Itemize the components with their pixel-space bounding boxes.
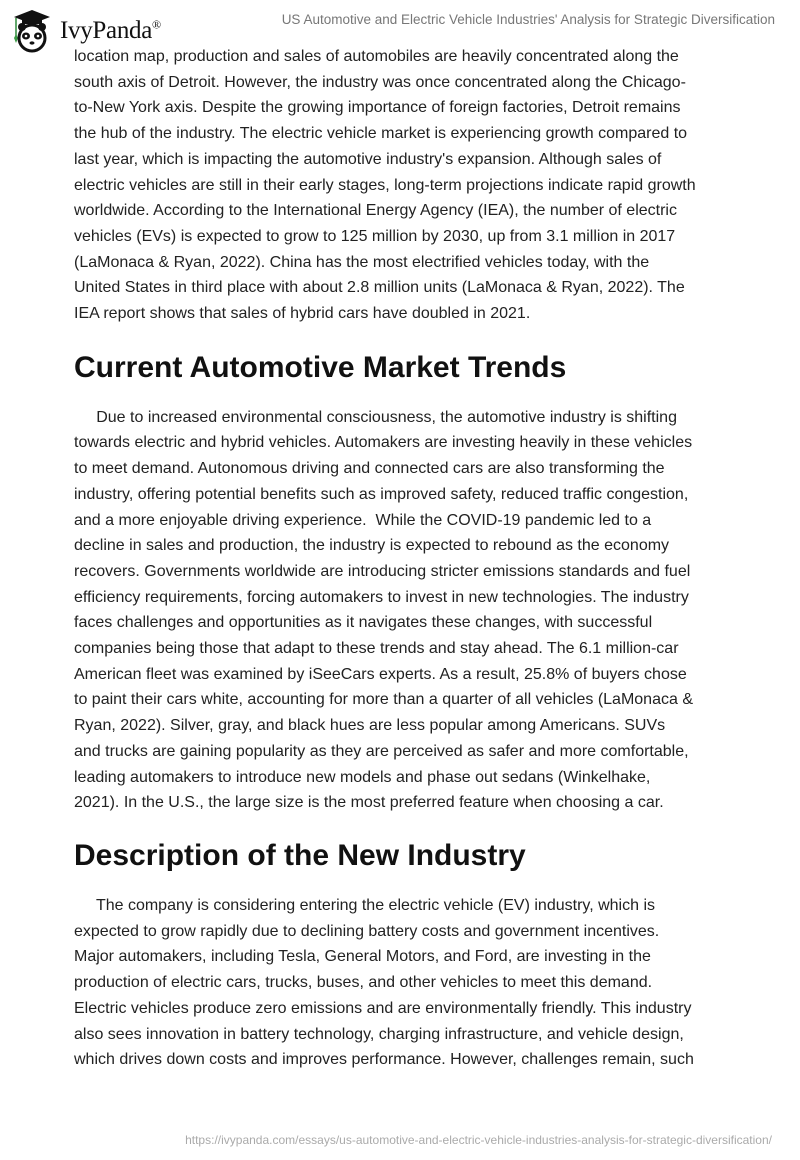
text-line: IEA report shows that sales of hybrid cars have doubled in 2021. [74, 305, 531, 323]
text-line: vehicles (EVs) is expected to grow to 125 million by 2030, up from 3.1 million in 2017 [74, 227, 676, 245]
text-line: which drives down costs and improves performance. However, challenges remain, such [74, 1051, 694, 1069]
document-title: US Automotive and Electric Vehicle Industries' Analysis for Strategic Diversification [281, 12, 775, 27]
text-line: and trucks are gaining popularity as they are perceived as safer and more comfortable, [74, 742, 689, 760]
text-line: the hub of the industry. The electric vehicle market is experiencing growth compared to [74, 125, 688, 143]
text-line: efficiency requirements, forcing automakers to invest in new technologies. The industry [74, 588, 689, 606]
text-line: expected to grow rapidly due to declining battery costs and government incentives. [74, 922, 660, 940]
text-line: electric vehicles are still in their early stages, long-term projections indicate rapid growth [74, 176, 696, 194]
text-line: Major automakers, including Tesla, General Motors, and Ford, are investing in the [74, 948, 651, 966]
paragraph-new-industry [74, 893, 774, 1073]
text-line: production of electric cars, trucks, buses, and other vehicles to meet this demand. [74, 974, 653, 992]
text-line: Ryan, 2022). Silver, gray, and black hues are less popular among Americans. SUVs [74, 717, 666, 735]
text-line: faces challenges and opportunities as it navigates these changes, with successful [74, 614, 653, 632]
text-line: recovers. Governments worldwide are introducing stricter emissions standards and fuel [74, 562, 691, 580]
text-line: industry, offering potential benefits such as improved safety, reduced traffic congestion, [74, 485, 689, 503]
text-line: to-New York axis. Despite the growing importance of foreign factories, Detroit remains [74, 99, 681, 117]
heading-new-industry: Description of the New Industry [74, 838, 526, 872]
text-line: United States in third place with about 2.8 million units (LaMonaca & Ryan, 2022). The [74, 279, 685, 297]
heading-market-trends: Current Automotive Market Trends [74, 350, 567, 384]
text-line: location map, production and sales of automobiles are heavily concentrated along the [74, 48, 679, 65]
page-header [0, 0, 800, 50]
text-line: to meet demand. Autonomous driving and connected cars are also transforming the [74, 460, 665, 478]
text-line: also sees innovation in battery technology, charging infrastructure, and vehicle design, [74, 1025, 684, 1043]
text-line: companies being those that adapt to these trends and stay ahead. The 6.1 million-car [74, 640, 679, 658]
text-line: last year, which is impacting the automotive industry's expansion. Although sales of [74, 150, 662, 168]
text-line: decline in sales and production, the industry is expected to rebound as the economy [74, 537, 670, 555]
essay-content [74, 44, 774, 1073]
text-line: American fleet was examined by iSeeCars experts. As a result, 25.8% of buyers chose [74, 665, 687, 683]
text-line: Due to increased environmental consciousness, the automotive industry is shifting [74, 408, 677, 426]
text-line: Electric vehicles produce zero emissions and are environmentally friendly. This industry [74, 999, 692, 1017]
text-line: to paint their cars white, accounting for more than a quarter of all vehicles (LaMonaca & [74, 691, 693, 709]
paragraph-market-trends [74, 405, 774, 816]
text-line: worldwide. According to the International Energy Agency (IEA), the number of electric [74, 202, 677, 220]
brand-name: IvyPanda® [60, 17, 161, 44]
source-url[interactable]: https://ivypanda.com/essays/us-automotive-and-electric-vehicle-industries-analysis-for-strategic-diversification/ [185, 1133, 772, 1147]
panda-graduate-icon [12, 8, 52, 54]
text-line: south axis of Detroit. However, the industry was once concentrated along the Chicago- [74, 73, 686, 91]
text-line: 2021). In the U.S., the large size is the most preferred feature when choosing a car. [74, 794, 664, 812]
paragraph-intro [74, 44, 774, 327]
text-line: leading automakers to introduce new models and phase out sedans (Winkelhake, [74, 768, 651, 786]
text-line: The company is considering entering the electric vehicle (EV) industry, which is [74, 896, 655, 914]
text-line: (LaMonaca & Ryan, 2022). China has the most electrified vehicles today, with the [74, 253, 650, 271]
text-line: towards electric and hybrid vehicles. Automakers are investing heavily in these vehicles [74, 434, 693, 452]
text-line: and a more enjoyable driving experience. While the COVID-19 pandemic led to a [74, 511, 652, 529]
